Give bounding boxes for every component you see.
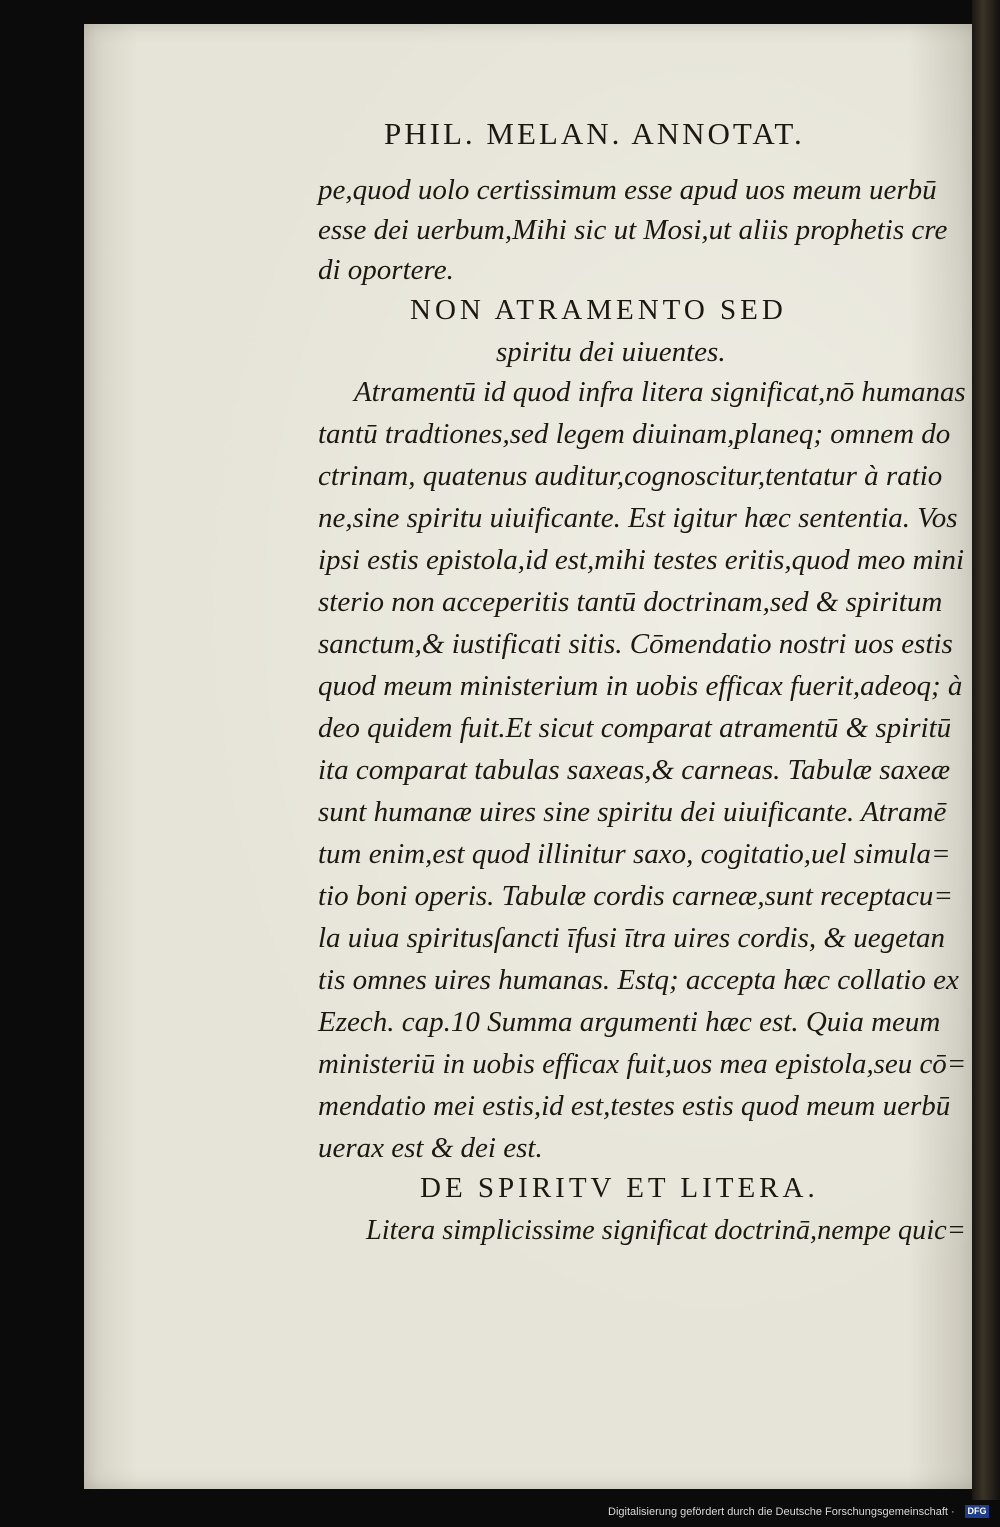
text-line: la uiua spiritusſancti īfusi ītra uires cordis, & uegetan: [318, 922, 945, 954]
text-line: ita comparat tabulas saxeas,& carneas. Tabulæ saxeæ: [318, 754, 951, 786]
book-spine-edge: [972, 0, 1000, 1500]
text-line: uerax est & dei est.: [318, 1132, 543, 1164]
text-line: Ezech. cap.10 Summa argumenti hæc est. Quia meum: [318, 1006, 941, 1038]
text-line: tio boni operis. Tabulæ cordis carneæ,sunt receptacu=: [318, 880, 953, 912]
section-heading: DE SPIRITV ET LITERA.: [420, 1172, 819, 1204]
text-line: Atramentū id quod infra litera significat,nō humanas: [354, 376, 966, 408]
text-line: sterio non acceperitis tantū doctrinam,sed & spiritum: [318, 586, 943, 618]
text-line: Litera simplicissime significat doctrinā,nempe quic=: [366, 1214, 966, 1246]
text-line: ipsi estis epistola,id est,mihi testes eritis,quod meo mini: [318, 544, 965, 576]
text-line: tum enim,est quod illinitur saxo, cogitatio,uel simula=: [318, 838, 951, 870]
text-line: tis omnes uires humanas. Estq; accepta hæc collatio ex: [318, 964, 959, 996]
text-line: quod meum ministerium in uobis efficax fuerit,adeoq; à: [318, 670, 963, 702]
text-line: tantū tradtiones,sed legem diuinam,planeq; omnem do: [318, 418, 951, 450]
text-line: ctrinam, quatenus auditur,cognoscitur,tentatur à ratio: [318, 460, 943, 492]
dfg-logo: DFG: [965, 1505, 989, 1518]
digitization-credit: Digitalisierung gefördert durch die Deutsche Forschungsgemeinschaft ·: [608, 1506, 955, 1518]
text-line: pe,quod uolo certissimum esse apud uos meum uerbū: [318, 174, 937, 206]
section-subheading: spiritu dei uiuentes.: [496, 336, 726, 368]
text-line: sanctum,& iustificati sitis. Cōmendatio nostri uos estis: [318, 628, 953, 660]
section-heading: NON ATRAMENTO SED: [410, 294, 787, 326]
text-line: deo quidem fuit.Et sicut comparat atramentū & spiritū: [318, 712, 952, 744]
text-line: di oportere.: [318, 254, 454, 286]
text-line: ministeriū in uobis efficax fuit,uos mea epistola,seu cō=: [318, 1048, 967, 1080]
text-line: mendatio mei estis,id est,testes estis quod meum uerbū: [318, 1090, 951, 1122]
text-line: esse dei uerbum,Mihi sic ut Mosi,ut aliis prophetis cre: [318, 214, 948, 246]
text-line: ne,sine spiritu uiuificante. Est igitur hæc sententia. Vos: [318, 502, 958, 534]
text-line: sunt humanæ uires sine spiritu dei uiuificante. Atramē: [318, 796, 947, 828]
running-head: PHIL. MELAN. ANNOTAT.: [384, 116, 805, 151]
